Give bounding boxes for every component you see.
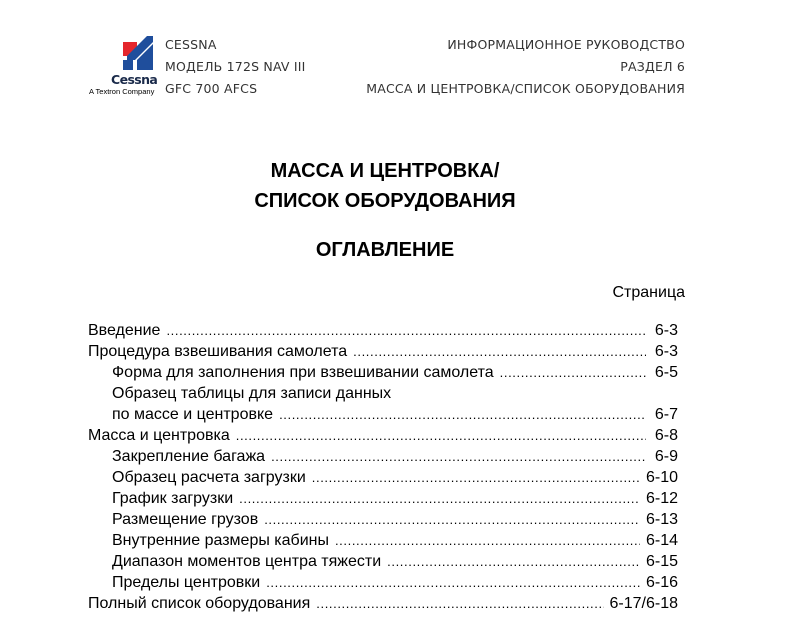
toc-dot-leader: [266, 572, 640, 593]
toc-entry-title: по массе и центровке: [112, 406, 274, 423]
page-title-line: МАССА И ЦЕНТРОВКА/: [270, 160, 500, 182]
header-model-line: CESSNA: [165, 37, 217, 52]
toc-entry[interactable]: [88, 551, 678, 572]
toc-entry-title: Введение: [88, 322, 161, 339]
toc-entry-page: 6-9: [654, 448, 678, 465]
header-model-line: МОДЕЛЬ 172S NAV III: [165, 59, 306, 74]
page-title: [0, 156, 770, 216]
toc-entry[interactable]: [88, 572, 678, 593]
toc-dot-leader: [271, 446, 646, 467]
toc-entry-page: 6-7: [654, 406, 678, 423]
toc-entry-page: 6-3: [654, 343, 678, 360]
toc-dot-leader: [166, 320, 646, 341]
toc-entry-title: Внутренние размеры кабины: [112, 532, 329, 549]
toc-entry-title: Пределы центровки: [112, 574, 261, 591]
toc-entry-page: 6-13: [645, 511, 678, 528]
page-title-line: СПИСОК ОБОРУДОВАНИЯ: [254, 190, 516, 212]
toc-entry-page: 6-8: [654, 427, 678, 444]
header-model-line: GFC 700 AFCS: [165, 81, 258, 96]
toc-entry[interactable]: [88, 593, 678, 614]
toc-entry[interactable]: [88, 320, 678, 341]
toc-entry-page: 6-15: [645, 553, 678, 570]
contents-heading: ОГЛАВЛЕНИЕ: [315, 239, 455, 261]
toc-dot-leader: [264, 509, 640, 530]
toc-entry[interactable]: [88, 425, 678, 446]
toc-entry-title: Диапазон моментов центра тяжести: [112, 553, 382, 570]
cessna-logo-mark-icon: [123, 32, 153, 72]
toc-entry-page: 6-5: [654, 364, 678, 381]
toc-entry-page: 6-10: [645, 469, 678, 486]
toc-entry[interactable]: [88, 404, 678, 425]
toc-dot-leader: [387, 551, 640, 572]
toc-entry-page: 6-12: [645, 490, 678, 507]
toc-entry[interactable]: [88, 509, 678, 530]
toc-entry-page: 6-17/6-18: [609, 595, 678, 612]
toc-entry[interactable]: [88, 383, 678, 404]
toc-entry-title: Процедура взвешивания самолета: [88, 343, 348, 360]
toc-dot-leader: [279, 404, 646, 425]
header-model-block: [165, 34, 306, 100]
toc-entry-title: График загрузки: [112, 490, 234, 507]
toc-entry[interactable]: [88, 362, 678, 383]
toc-dot-leader: [500, 362, 646, 383]
logo-tagline-text: A Textron Company: [89, 87, 155, 96]
toc-entry[interactable]: [88, 446, 678, 467]
toc-entry[interactable]: [88, 530, 678, 551]
toc-entry-title: Образец расчета загрузки: [112, 469, 306, 486]
toc-entry-title: Полный список оборудования: [88, 595, 311, 612]
toc-entry-title: Образец таблицы для записи данных: [112, 385, 392, 402]
toc-dot-leader: [335, 530, 640, 551]
toc-entry-page: 6-14: [645, 532, 678, 549]
logo-brand-text: Cessna: [111, 72, 158, 87]
toc-entry[interactable]: [88, 341, 678, 362]
toc-dot-leader: [316, 593, 603, 614]
toc-entry-page: 6-3: [654, 322, 678, 339]
toc-entry-title: Форма для заполнения при взвешивании самолета: [112, 364, 494, 381]
toc-entry-page: 6-16: [645, 574, 678, 591]
page-column-label: Страница: [612, 284, 685, 301]
toc-dot-leader: [353, 341, 646, 362]
header-section-block: [366, 34, 685, 100]
header-manual-title: ИНФОРМАЦИОННОЕ РУКОВОДСТВО: [447, 37, 685, 52]
toc-entry-title: Закрепление багажа: [112, 448, 266, 465]
header-section-number: РАЗДЕЛ 6: [620, 59, 685, 74]
toc-dot-leader: [239, 488, 640, 509]
toc-entry[interactable]: [88, 467, 678, 488]
header-section-title: МАССА И ЦЕНТРОВКА/СПИСОК ОБОРУДОВАНИЯ: [366, 81, 685, 96]
table-of-contents: [88, 320, 678, 614]
toc-entry-title: Масса и центровка: [88, 427, 230, 444]
toc-entry[interactable]: [88, 488, 678, 509]
toc-dot-leader: [312, 467, 640, 488]
toc-entry-title: Размещение грузов: [112, 511, 259, 528]
toc-dot-leader: [236, 425, 646, 446]
